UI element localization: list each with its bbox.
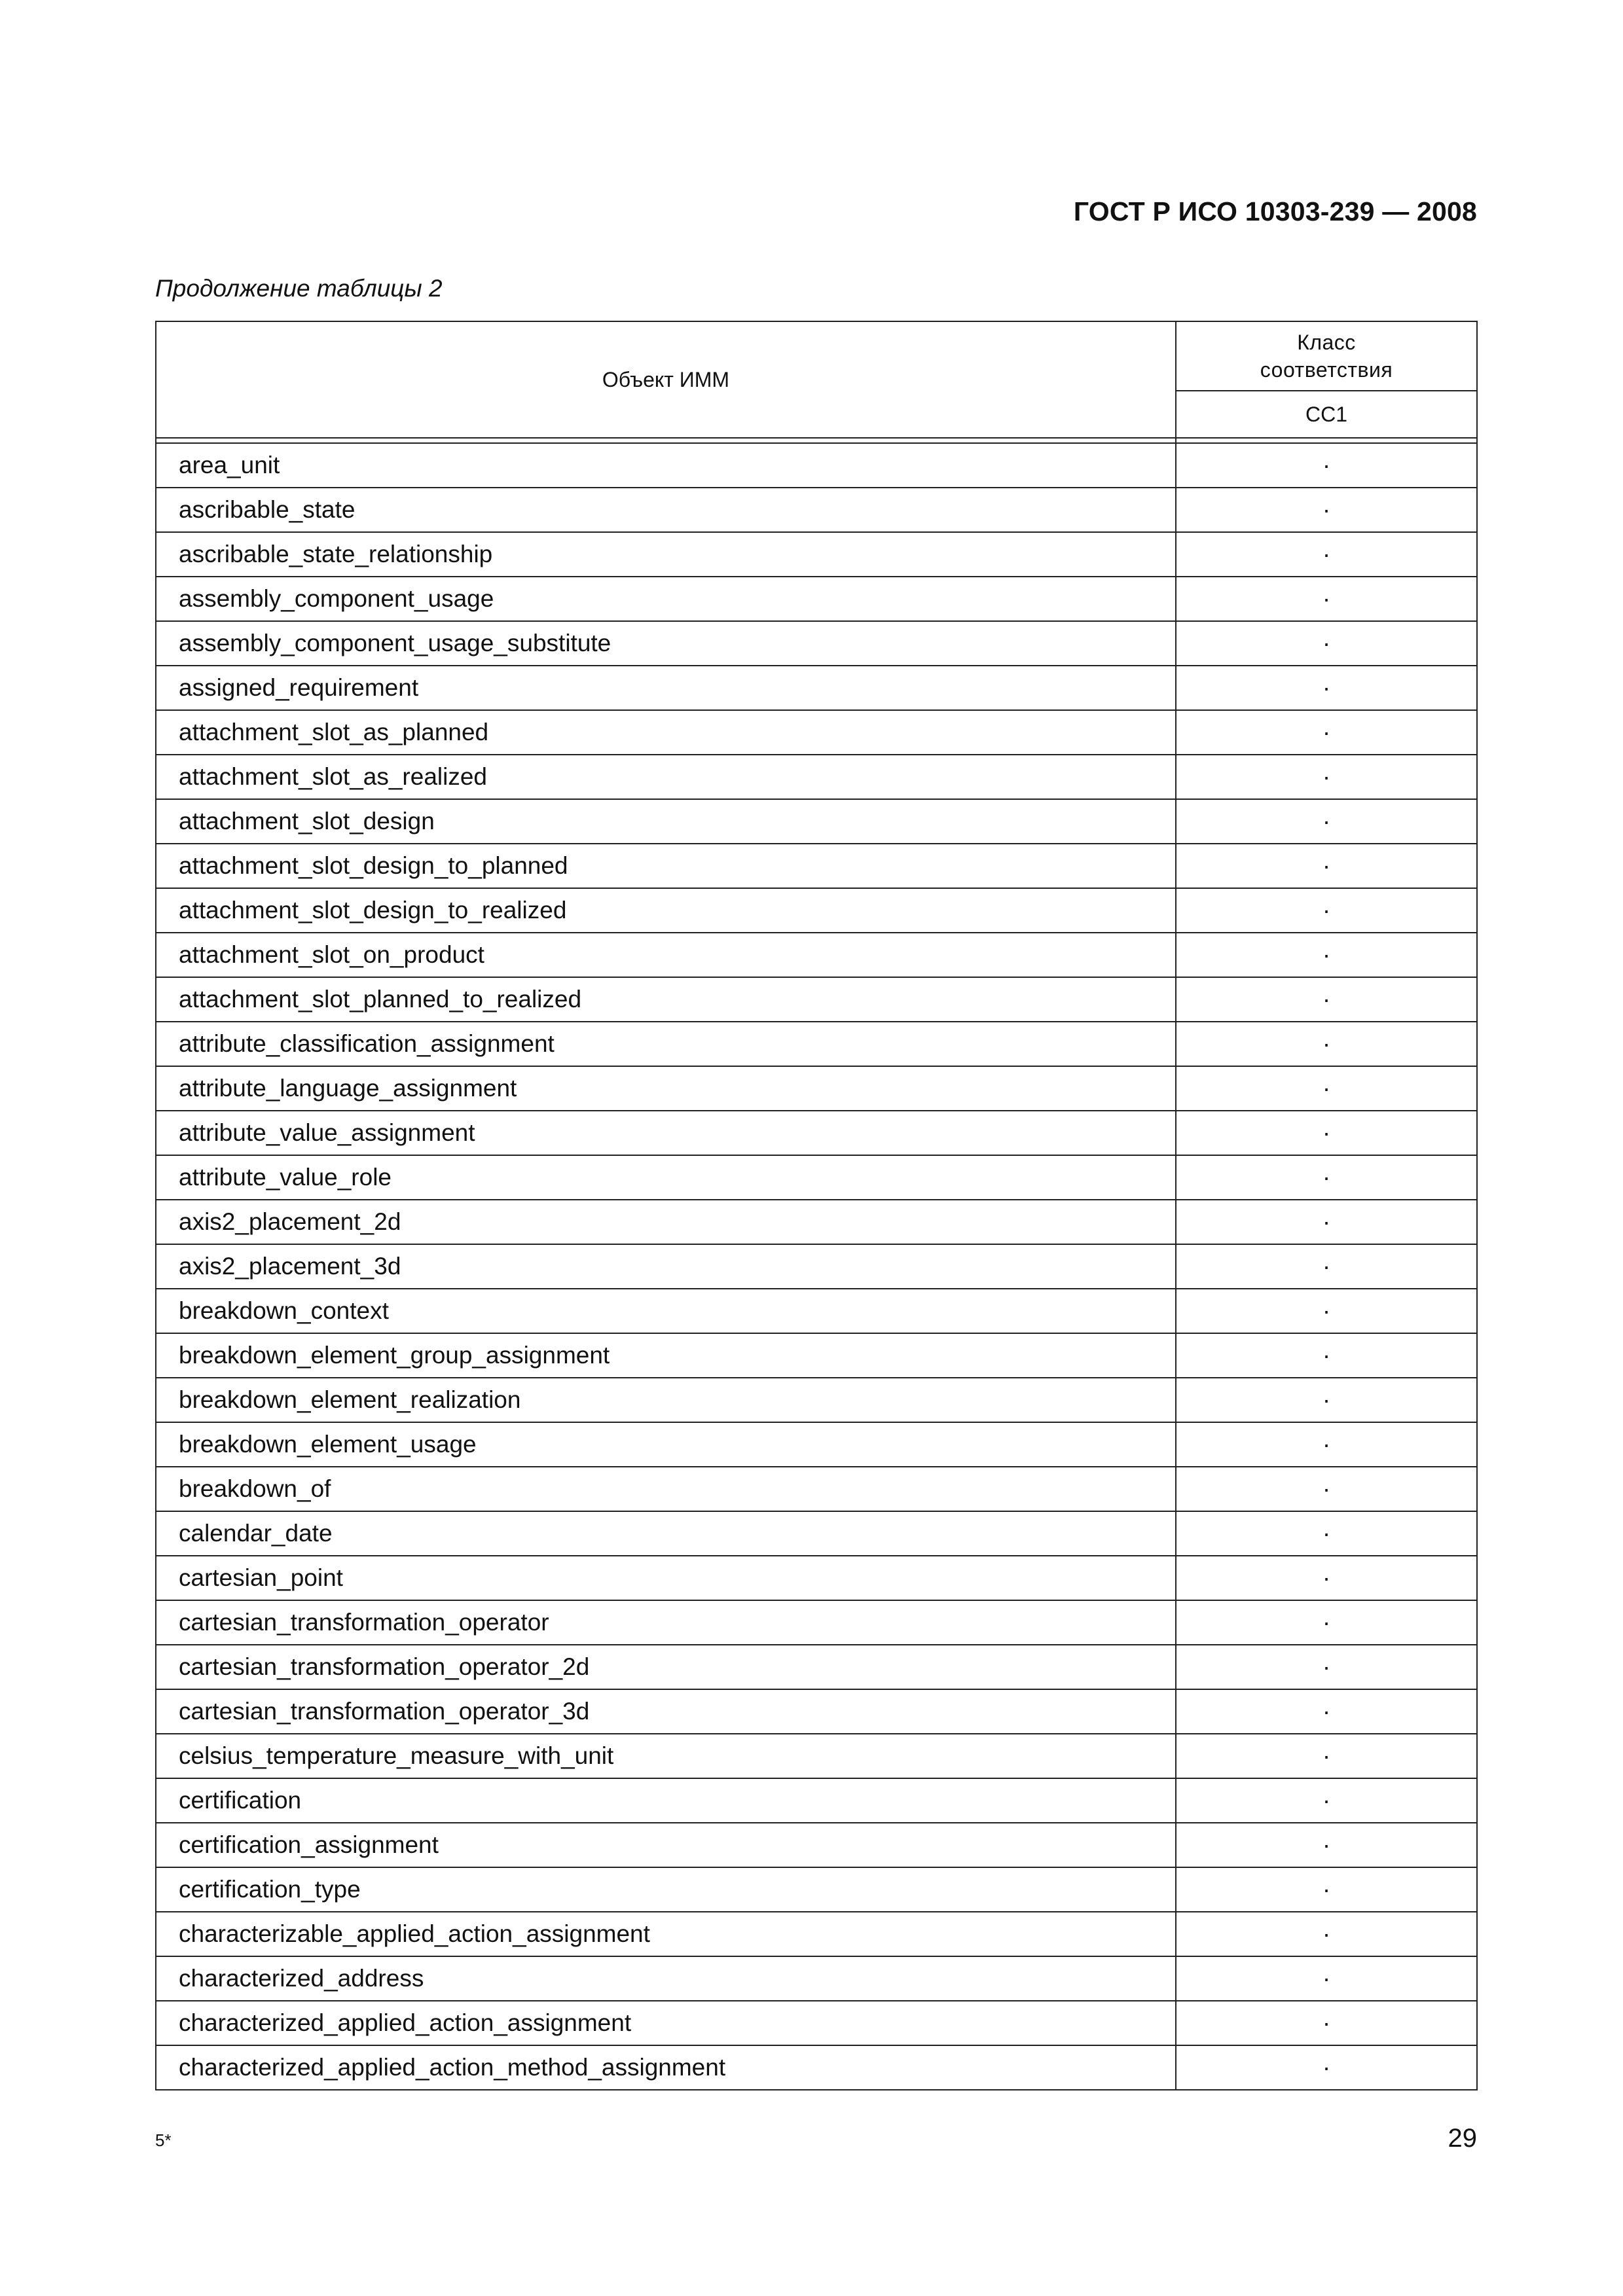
cc1-mark-cell: · xyxy=(1176,1289,1477,1333)
object-name-cell: breakdown_element_realization xyxy=(156,1378,1176,1422)
cc1-mark-cell: · xyxy=(1176,1645,1477,1689)
cc1-mark-cell: · xyxy=(1176,1111,1477,1155)
object-name-cell: axis2_placement_3d xyxy=(156,1244,1176,1289)
object-name-cell: attachment_slot_design xyxy=(156,799,1176,844)
cc1-mark-cell: · xyxy=(1176,2001,1477,2045)
header-separator xyxy=(156,438,1477,443)
object-name-cell: assigned_requirement xyxy=(156,666,1176,710)
table-row xyxy=(156,888,1477,933)
object-name-cell: attribute_classification_assignment xyxy=(156,1022,1176,1066)
cc1-mark-cell: · xyxy=(1176,1066,1477,1111)
cc1-mark-cell: · xyxy=(1176,1467,1477,1511)
cc1-mark-cell: · xyxy=(1176,1422,1477,1467)
object-name-cell: breakdown_element_group_assignment xyxy=(156,1333,1176,1378)
table-row xyxy=(156,1022,1477,1066)
table-row xyxy=(156,1556,1477,1600)
cc1-mark-cell: · xyxy=(1176,1600,1477,1645)
table-row xyxy=(156,443,1477,488)
object-name-cell: attribute_value_role xyxy=(156,1155,1176,1200)
cc1-mark-cell: · xyxy=(1176,1556,1477,1600)
object-name-cell: cartesian_point xyxy=(156,1556,1176,1600)
table-row xyxy=(156,1645,1477,1689)
object-name-cell: characterizable_applied_action_assignment xyxy=(156,1912,1176,1956)
object-name-cell: attachment_slot_on_product xyxy=(156,933,1176,977)
table-row xyxy=(156,1912,1477,1956)
table-row xyxy=(156,1066,1477,1111)
object-name-cell: attachment_slot_as_planned xyxy=(156,710,1176,755)
cc1-mark-cell: · xyxy=(1176,1155,1477,1200)
object-name-cell: breakdown_of xyxy=(156,1467,1176,1511)
conformance-table xyxy=(155,321,1478,2090)
cc1-mark-cell: · xyxy=(1176,1912,1477,1956)
table-row xyxy=(156,1823,1477,1867)
cc1-mark-cell: · xyxy=(1176,1511,1477,1556)
object-name-cell: celsius_temperature_measure_with_unit xyxy=(156,1734,1176,1778)
object-name-cell: certification xyxy=(156,1778,1176,1823)
table-row xyxy=(156,844,1477,888)
table-row xyxy=(156,1689,1477,1734)
table-row xyxy=(156,1867,1477,1912)
cc1-mark-cell: · xyxy=(1176,1022,1477,1066)
table-row xyxy=(156,666,1477,710)
footer-signature-mark: 5* xyxy=(155,2130,172,2150)
object-name-cell: attribute_value_assignment xyxy=(156,1111,1176,1155)
cc1-mark-cell: · xyxy=(1176,1956,1477,2001)
table-row xyxy=(156,1200,1477,1244)
object-name-cell: ascribable_state xyxy=(156,488,1176,532)
cc1-mark-cell: · xyxy=(1176,977,1477,1022)
object-name-cell: characterized_applied_action_method_assignment xyxy=(156,2045,1176,2090)
object-name-cell: axis2_placement_2d xyxy=(156,1200,1176,1244)
object-name-cell: calendar_date xyxy=(156,1511,1176,1556)
cc1-mark-cell: · xyxy=(1176,1244,1477,1289)
object-name-cell: assembly_component_usage xyxy=(156,577,1176,621)
object-name-cell: attachment_slot_design_to_planned xyxy=(156,844,1176,888)
object-name-cell: characterized_address xyxy=(156,1956,1176,2001)
table-row xyxy=(156,933,1477,977)
cc1-mark-cell: · xyxy=(1176,443,1477,488)
cc1-mark-cell: · xyxy=(1176,755,1477,799)
cc1-mark-cell: · xyxy=(1176,666,1477,710)
table-row xyxy=(156,1244,1477,1289)
table-row xyxy=(156,755,1477,799)
table-row xyxy=(156,1734,1477,1778)
object-name-cell: attachment_slot_as_realized xyxy=(156,755,1176,799)
object-name-cell: attachment_slot_design_to_realized xyxy=(156,888,1176,933)
table-row xyxy=(156,1111,1477,1155)
table-row xyxy=(156,1600,1477,1645)
table-row xyxy=(156,2045,1477,2090)
cc1-mark-cell: · xyxy=(1176,888,1477,933)
cc1-mark-cell: · xyxy=(1176,1378,1477,1422)
object-name-cell: attachment_slot_planned_to_realized xyxy=(156,977,1176,1022)
cc1-mark-cell: · xyxy=(1176,1778,1477,1823)
cc1-mark-cell: · xyxy=(1176,2045,1477,2090)
table-row xyxy=(156,1778,1477,1823)
object-name-cell: certification_assignment xyxy=(156,1823,1176,1867)
table-row xyxy=(156,1333,1477,1378)
cc1-mark-cell: · xyxy=(1176,1823,1477,1867)
object-name-cell: breakdown_element_usage xyxy=(156,1422,1176,1467)
table-row xyxy=(156,488,1477,532)
table-row xyxy=(156,577,1477,621)
table-row xyxy=(156,977,1477,1022)
object-name-cell: breakdown_context xyxy=(156,1289,1176,1333)
table-caption: Продолжение таблицы 2 xyxy=(155,275,443,302)
cc1-mark-cell: · xyxy=(1176,710,1477,755)
table-row xyxy=(156,1378,1477,1422)
table-row xyxy=(156,2001,1477,2045)
object-name-cell: certification_type xyxy=(156,1867,1176,1912)
cc1-mark-cell: · xyxy=(1176,799,1477,844)
cc1-mark-cell: · xyxy=(1176,1200,1477,1244)
column-header-object: Объект ИММ xyxy=(156,321,1176,438)
cc1-mark-cell: · xyxy=(1176,1734,1477,1778)
cc1-mark-cell: · xyxy=(1176,577,1477,621)
cc1-mark-cell: · xyxy=(1176,933,1477,977)
table-body xyxy=(156,443,1477,2090)
cc1-mark-cell: · xyxy=(1176,621,1477,666)
cc1-mark-cell: · xyxy=(1176,844,1477,888)
cc1-mark-cell: · xyxy=(1176,1333,1477,1378)
table-row xyxy=(156,1467,1477,1511)
cc1-mark-cell: · xyxy=(1176,1867,1477,1912)
table-row xyxy=(156,710,1477,755)
document-code: ГОСТ Р ИСО 10303-239 — 2008 xyxy=(1073,196,1477,226)
table-row xyxy=(156,1511,1477,1556)
table-row xyxy=(156,621,1477,666)
object-name-cell: attribute_language_assignment xyxy=(156,1066,1176,1111)
table-row xyxy=(156,1956,1477,2001)
class-header-text: Класс соответствия xyxy=(1260,331,1393,382)
table-row xyxy=(156,1422,1477,1467)
cc1-mark-cell: · xyxy=(1176,532,1477,577)
column-header-class xyxy=(1176,321,1477,391)
object-name-cell: ascribable_state_relationship xyxy=(156,532,1176,577)
object-name-cell: assembly_component_usage_substitute xyxy=(156,621,1176,666)
object-name-cell: characterized_applied_action_assignment xyxy=(156,2001,1176,2045)
object-name-cell: cartesian_transformation_operator_3d xyxy=(156,1689,1176,1734)
object-name-cell: area_unit xyxy=(156,443,1176,488)
cc1-mark-cell: · xyxy=(1176,1689,1477,1734)
table-row xyxy=(156,799,1477,844)
table-row xyxy=(156,532,1477,577)
object-name-cell: cartesian_transformation_operator xyxy=(156,1600,1176,1645)
column-header-cc1: CC1 xyxy=(1176,391,1477,438)
page-number: 29 xyxy=(1448,2124,1477,2153)
object-name-cell: cartesian_transformation_operator_2d xyxy=(156,1645,1176,1689)
table-row xyxy=(156,1155,1477,1200)
cc1-mark-cell: · xyxy=(1176,488,1477,532)
table-row xyxy=(156,1289,1477,1333)
